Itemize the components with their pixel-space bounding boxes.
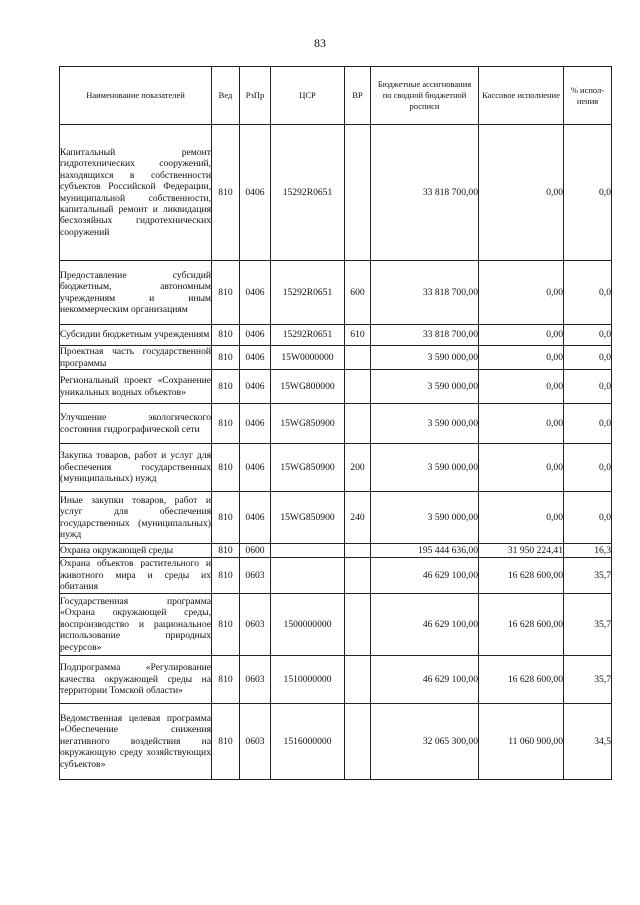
- table-row: [60, 261, 612, 325]
- cell-cash: 0,00: [479, 125, 564, 261]
- cell-rzpr: 0406: [240, 261, 271, 325]
- cell-name: Закупка товаров, работ и услуг для обеспечения государственных (муниципальных) нужд: [60, 444, 212, 492]
- cell-cash: 0,00: [479, 325, 564, 346]
- cell-percent: 0,0: [564, 325, 612, 346]
- cell-ved: 810: [212, 370, 240, 404]
- cell-vr: [345, 704, 371, 780]
- cell-percent: 0,0: [564, 404, 612, 444]
- cell-percent: 35,7: [564, 558, 612, 594]
- table-body: [60, 125, 612, 780]
- cell-ved: 810: [212, 544, 240, 558]
- cell-cash: 0,00: [479, 346, 564, 370]
- cell-vr: 610: [345, 325, 371, 346]
- cell-budget: 46 629 100,00: [371, 594, 479, 656]
- cell-name: Проектная часть государственной программы: [60, 346, 211, 369]
- cell-cash: 16 628 600,00: [479, 656, 564, 704]
- cell-vr: [345, 346, 371, 370]
- cell-name: Ведомственная целевая программа «Обеспечение снижения негативного воздействия на окружающую среду хозяйствующих субъектов»: [60, 704, 212, 780]
- cell-budget: 46 629 100,00: [371, 558, 479, 594]
- cell-budget: 195 444 636,00: [371, 544, 479, 558]
- cell-percent: 0,0: [564, 346, 612, 370]
- budget-table: [59, 66, 612, 780]
- cell-csr: 1510000000: [271, 656, 345, 704]
- cell-percent: 0,0: [564, 261, 612, 325]
- header-vr: ВР: [345, 67, 371, 125]
- cell-rzpr: 0406: [240, 444, 271, 492]
- cell-ved: 810: [212, 444, 240, 492]
- table-row: [60, 444, 612, 492]
- cell-cash: 16 628 600,00: [479, 558, 564, 594]
- cell-name: Государственная программа «Охрана окружающей среды, воспроизводство и рациональное использование природных ресурсов»: [60, 594, 212, 656]
- table-row: [60, 325, 612, 346]
- header-name: Наименование показателей: [60, 67, 212, 125]
- cell-name: Субсидии бюджетным учреждениям: [60, 325, 212, 346]
- cell-rzpr: 0600: [240, 544, 271, 558]
- cell-vr: [345, 370, 371, 404]
- cell-rzpr: 0406: [240, 492, 271, 544]
- cell-budget: 3 590 000,00: [371, 444, 479, 492]
- cell-csr: 15WG850900: [271, 404, 345, 444]
- cell-rzpr: 0406: [240, 346, 271, 370]
- table-row: [60, 704, 612, 780]
- cell-vr: [345, 404, 371, 444]
- cell-name: Региональный проект «Сохранение уникальных водных объектов»: [60, 370, 212, 404]
- cell-vr: [345, 125, 371, 261]
- header-csr: ЦСР: [271, 67, 345, 125]
- cell-name: Подпрограмма «Регулирование качества окружающей среды на территории Томской области»: [60, 656, 212, 704]
- cell-csr: 15292R0651: [271, 325, 345, 346]
- table-row: [60, 594, 612, 656]
- cell-budget: 33 818 700,00: [371, 325, 479, 346]
- cell-percent: 16,3: [564, 544, 612, 558]
- cell-name: Охрана окружающей среды: [60, 544, 212, 558]
- table-row: [60, 404, 612, 444]
- cell-csr: 15WG850900: [271, 444, 345, 492]
- cell-rzpr: 0603: [240, 558, 271, 594]
- cell-name: Иные закупки товаров, работ и услуг для обеспечения государственных (муниципальных) нужд: [60, 492, 212, 544]
- table-row: [60, 492, 612, 544]
- cell-csr: 15WG850900: [271, 492, 345, 544]
- cell-budget: 33 818 700,00: [371, 125, 479, 261]
- cell-percent: 34,5: [564, 704, 612, 780]
- cell-budget: 3 590 000,00: [371, 404, 479, 444]
- cell-percent: 35,7: [564, 594, 612, 656]
- cell-percent: 0,0: [564, 125, 612, 261]
- header-rzpr: РзПр: [240, 67, 271, 125]
- cell-vr: [345, 558, 371, 594]
- cell-rzpr: 0406: [240, 404, 271, 444]
- cell-vr: 600: [345, 261, 371, 325]
- cell-rzpr: 0406: [240, 125, 271, 261]
- cell-cash: 0,00: [479, 261, 564, 325]
- cell-percent: 0,0: [564, 444, 612, 492]
- cell-percent: 0,0: [564, 370, 612, 404]
- cell-rzpr: 0603: [240, 594, 271, 656]
- cell-cash: 0,00: [479, 370, 564, 404]
- cell-name: Охрана объектов растительного и животного мира и среды их обитания: [60, 558, 211, 593]
- cell-cash: 0,00: [479, 444, 564, 492]
- cell-vr: [345, 656, 371, 704]
- cell-vr: 200: [345, 444, 371, 492]
- cell-cash: 16 628 600,00: [479, 594, 564, 656]
- table-row: [60, 558, 612, 594]
- table-row: [60, 370, 612, 404]
- cell-cash: 31 950 224,41: [479, 544, 564, 558]
- header-percent: % испол-нения: [564, 67, 612, 125]
- cell-csr: 1516000000: [271, 704, 345, 780]
- header-ved: Вед: [212, 67, 240, 125]
- cell-ved: 810: [212, 594, 240, 656]
- cell-budget: 46 629 100,00: [371, 656, 479, 704]
- table-row: [60, 346, 612, 370]
- cell-ved: 810: [212, 558, 240, 594]
- cell-name: Капитальный ремонт гидротехнических сооружений, находящихся в собственности субъектов Российской Федерации, муниципальной собственности, капитальный ремонт и ликвидация бесхозяйных гидротехнических сооружений: [60, 125, 212, 261]
- cell-ved: 810: [212, 261, 240, 325]
- cell-cash: 0,00: [479, 404, 564, 444]
- cell-percent: 35,7: [564, 656, 612, 704]
- cell-ved: 810: [212, 346, 240, 370]
- cell-rzpr: 0406: [240, 370, 271, 404]
- cell-ved: 810: [212, 325, 240, 346]
- cell-csr: 15W0000000: [271, 346, 345, 370]
- page-number: 83: [314, 36, 326, 50]
- cell-budget: 3 590 000,00: [371, 346, 479, 370]
- table-row: [60, 125, 612, 261]
- cell-csr: [271, 558, 345, 594]
- cell-csr: 15292R0651: [271, 125, 345, 261]
- cell-csr: 15WG800000: [271, 370, 345, 404]
- cell-rzpr: 0406: [240, 325, 271, 346]
- cell-vr: 240: [345, 492, 371, 544]
- header-row: [60, 67, 612, 125]
- cell-csr: [271, 544, 345, 558]
- cell-rzpr: 0603: [240, 704, 271, 780]
- cell-csr: 15292R0651: [271, 261, 345, 325]
- header-budget: Бюджетные ассигнования по сводной бюджетной росписи: [371, 67, 479, 125]
- cell-name: Предоставление субсидий бюджетным, автономным учреждениям и иным некоммерческим организациям: [60, 261, 212, 325]
- cell-ved: 810: [212, 704, 240, 780]
- cell-vr: [345, 544, 371, 558]
- cell-name: Улучшение экологического состояния гидрографической сети: [60, 404, 212, 444]
- cell-ved: 810: [212, 125, 240, 261]
- cell-cash: 11 060 900,00: [479, 704, 564, 780]
- cell-budget: 3 590 000,00: [371, 492, 479, 544]
- cell-ved: 810: [212, 492, 240, 544]
- cell-ved: 810: [212, 404, 240, 444]
- cell-rzpr: 0603: [240, 656, 271, 704]
- cell-vr: [345, 594, 371, 656]
- cell-percent: 0,0: [564, 492, 612, 544]
- cell-cash: 0,00: [479, 492, 564, 544]
- cell-budget: 32 065 300,00: [371, 704, 479, 780]
- table-row: [60, 544, 612, 558]
- header-cash: Кассовое исполнение: [479, 67, 564, 125]
- cell-csr: 1500000000: [271, 594, 345, 656]
- table-row: [60, 656, 612, 704]
- cell-ved: 810: [212, 656, 240, 704]
- cell-budget: 33 818 700,00: [371, 261, 479, 325]
- cell-budget: 3 590 000,00: [371, 370, 479, 404]
